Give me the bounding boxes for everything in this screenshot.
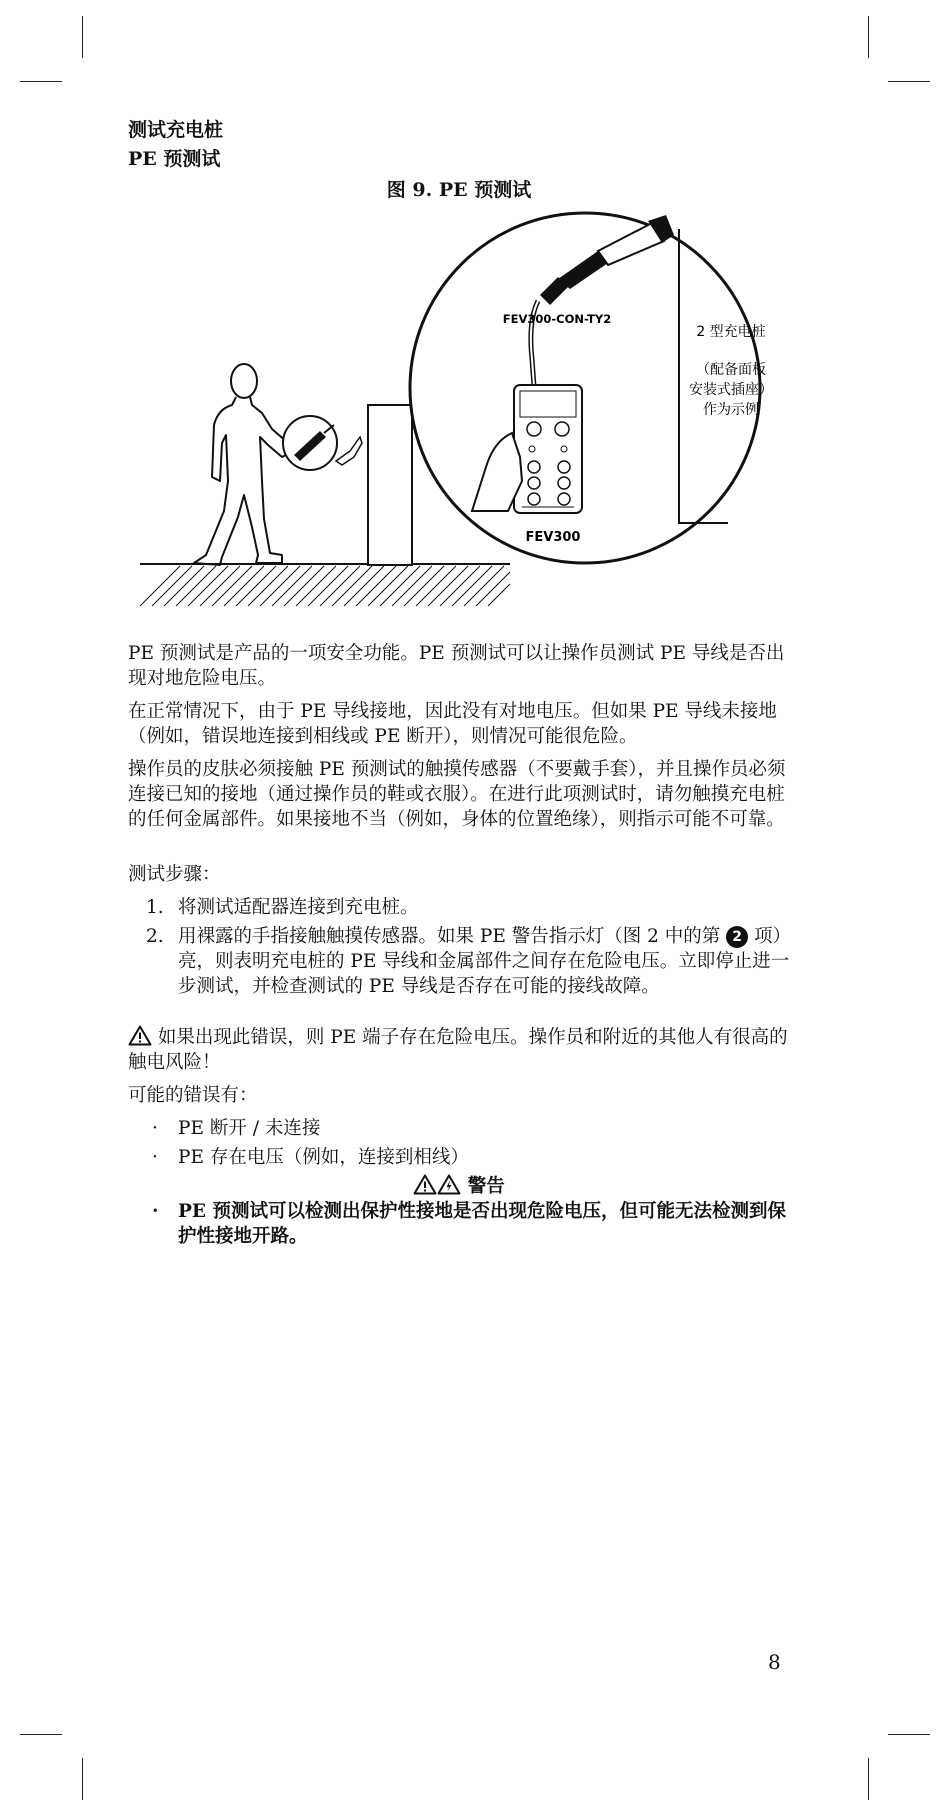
- warning-note-text: 如果出现此错误，则 PE 端子存在危险电压。操作员和附近的其他人有很高的触电风险！: [128, 1027, 788, 1073]
- warning-title-text: 警告: [467, 1176, 505, 1197]
- paragraph: PE 预测试是产品的一项安全功能。PE 预测试可以让操作员测试 PE 导线是否出现对地危险电压。: [128, 643, 785, 689]
- section-title: 测试充电桩: [128, 119, 224, 141]
- list-item-text: PE 断开 / 未连接: [178, 1118, 321, 1139]
- charger-label-line4: 作为示例: [703, 402, 759, 418]
- bullet: ·: [152, 1147, 158, 1168]
- steps-heading: 测试步骤：: [128, 864, 221, 885]
- device-label: FEV300: [525, 530, 581, 545]
- crop-mark: [888, 1734, 930, 1735]
- possible-errors-list: [128, 1116, 790, 1170]
- figure-pe-pretest: [128, 211, 790, 641]
- charging-post: [368, 405, 412, 565]
- crop-mark: [20, 81, 62, 82]
- possible-errors-heading: 可能的错误有：: [128, 1085, 258, 1106]
- warning-list: [128, 1199, 790, 1249]
- crop-mark: [82, 1758, 83, 1800]
- bullet: ·: [152, 1118, 158, 1139]
- paragraph: 在正常情况下，由于 PE 导线接地，因此没有对地电压。但如果 PE 导线未接地（例如，错误地连接到相线或 PE 断开），则情况可能很危险。: [128, 701, 777, 747]
- charger-label-line3: 安装式插座）: [689, 382, 773, 398]
- warning-title: [128, 1174, 790, 1199]
- warning-text: PE 预测试可以检测出保护性接地是否出现危险电压，但可能无法检测到保护性接地开路。: [178, 1201, 786, 1247]
- electric-hazard-icon: [437, 1174, 461, 1195]
- warning-note: [128, 1025, 790, 1075]
- step-text: 将测试适配器连接到充电桩。: [178, 897, 419, 918]
- ground-hatch: [140, 566, 510, 606]
- list-item: [128, 1145, 790, 1170]
- step-number: 2.: [146, 926, 164, 947]
- list-item: [128, 1116, 790, 1141]
- crop-mark: [868, 1758, 869, 1800]
- subsection-title: PE 预测试: [128, 148, 221, 170]
- step-text: 用裸露的手指接触触摸传感器。如果 PE 警告指示灯（图 2 中的第: [178, 926, 721, 947]
- plug-icon: [336, 437, 362, 465]
- connector-label: FEV300-CON-TY2: [502, 312, 612, 326]
- list-item: [128, 1199, 790, 1249]
- crop-mark: [888, 81, 930, 82]
- figure-caption: 图 9. PE 预测试: [386, 179, 532, 201]
- charger-label-line1: 2 型充电桩: [696, 324, 766, 340]
- list-item: [128, 924, 790, 999]
- bullet: ·: [152, 1201, 159, 1222]
- step-number: 1.: [146, 897, 164, 918]
- fev300-device: [514, 385, 582, 513]
- charger-label-line2: （配备面板: [696, 362, 766, 378]
- crop-mark: [868, 16, 869, 58]
- warning-icon: [413, 1174, 437, 1195]
- steps-list: [128, 895, 790, 999]
- step-text: 项）亮，则表明充电桩的 PE 导线和金属部件之间存在危险电压。立即停止进一步测试，并检查测试的 PE 导线是否存在可能的接线故障。: [178, 926, 790, 997]
- person-figure: [194, 364, 294, 565]
- paragraph: 操作员的皮肤必须接触 PE 预测试的触摸传感器（不要戴手套），并且操作员必须连接已知的接地（通过操作员的鞋或衣服）。在进行此项测试时，请勿触摸充电桩的任何金属部件。如果接地不当（例如，身体的位置绝缘），则指示可能不可靠。: [128, 759, 786, 830]
- warning-icon: [128, 1025, 152, 1046]
- document-body: [128, 116, 790, 1253]
- figure-illustration: [128, 211, 790, 641]
- crop-mark: [20, 1734, 62, 1735]
- list-item: [128, 895, 790, 920]
- item-number-badge: 2: [726, 926, 748, 948]
- crop-mark: [82, 16, 83, 58]
- list-item-text: PE 存在电压（例如，连接到相线）: [178, 1147, 469, 1168]
- page-number: 8: [768, 1650, 781, 1674]
